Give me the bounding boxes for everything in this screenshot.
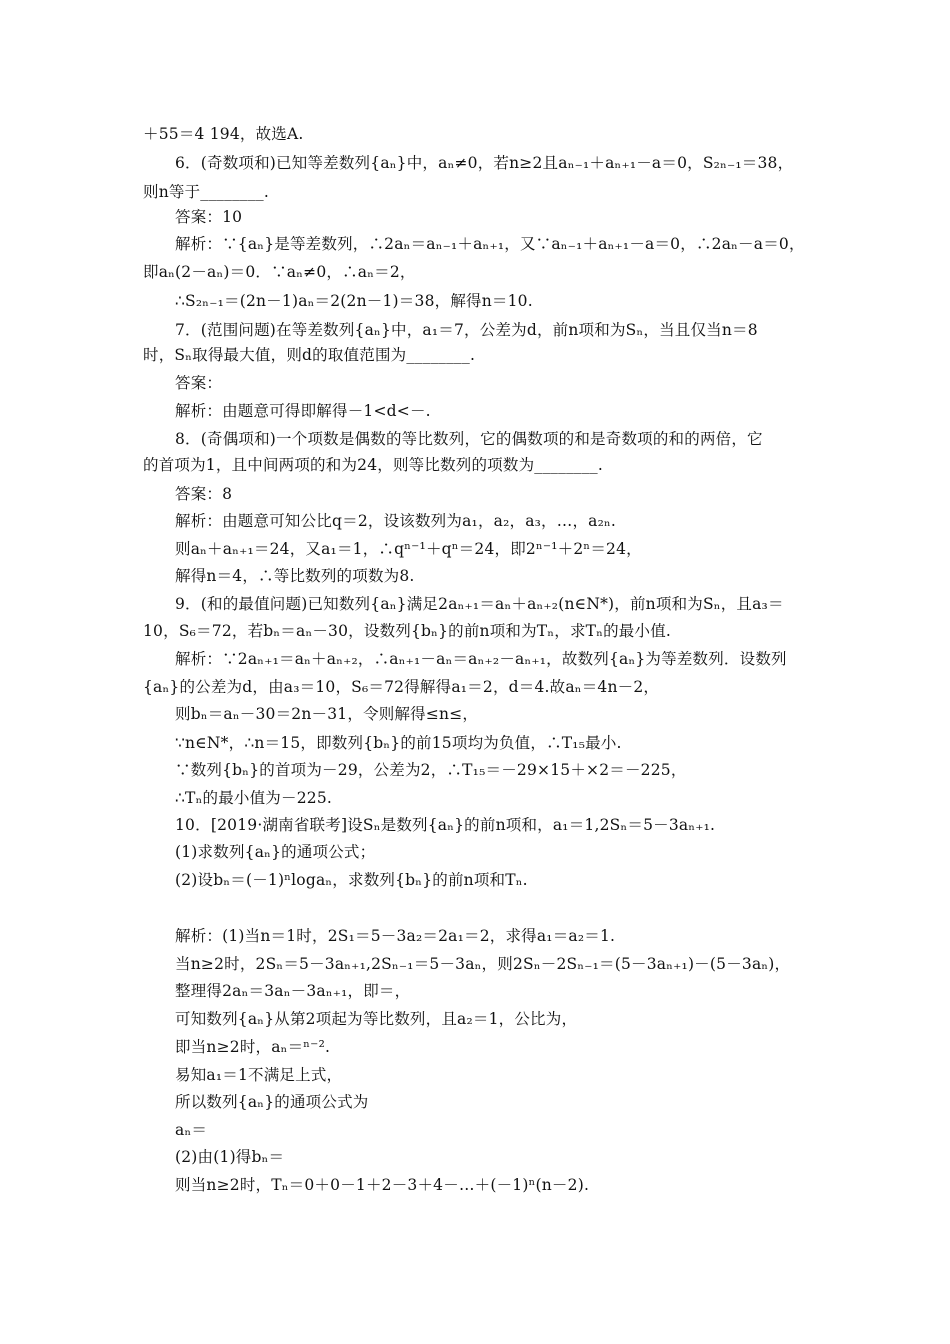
- problem-7-stem: 7．(范围问题)在等差数列{aₙ}中，a₁＝7，公差为d，前n项和为Sₙ，当且仅当n＝8: [175, 321, 758, 339]
- text-line: (2)由(1)得bₙ＝: [175, 1148, 285, 1166]
- text-line: 可知数列{aₙ}从第2项起为等比数列，且a₂＝1，公比为，: [175, 1010, 578, 1028]
- text-line: 解得n＝4，∴等比数列的项数为8.: [175, 567, 415, 585]
- solution-line: 解析：由题意可知公比q＝2，设该数列为a₁，a₂，a₃，…，a₂ₙ.: [175, 512, 617, 530]
- solution-line: 解析：∵2aₙ₊₁＝aₙ＋aₙ₊₂，∴aₙ₊₁－aₙ＝aₙ₊₂－aₙ₊₁，故数列{aₙ}为等差数列．设数列: [175, 650, 787, 668]
- text-line: 即aₙ(2－aₙ)＝0．∵aₙ≠0，∴aₙ＝2，: [143, 263, 416, 281]
- sub-question: (2)设bₙ＝(－1)ⁿlogaₙ，求数列{bₙ}的前n项和Tₙ.: [175, 871, 528, 889]
- solution-line: 解析：∵{aₙ}是等差数列，∴2aₙ＝aₙ₋₁＋aₙ₊₁，又∵aₙ₋₁＋aₙ₊₁－a＝0，∴2aₙ－a＝0，: [175, 235, 805, 253]
- text-line: ∴Tₙ的最小值为－225.: [175, 789, 333, 807]
- text-line: 则aₙ＋aₙ₊₁＝24，又a₁＝1，∴qⁿ⁻¹＋qⁿ＝24，即2ⁿ⁻¹＋2ⁿ＝24，: [175, 540, 642, 558]
- solution-line: 解析：由题意可得即解得－1<d<－.: [175, 402, 431, 420]
- answer-line: 答案：8: [175, 485, 233, 503]
- text-line: 的首项为1，且中间两项的和为24，则等比数列的项数为________.: [143, 456, 604, 474]
- text-line: {aₙ}的公差为d，由a₃＝10，S₆＝72得解得a₁＝2，d＝4.故aₙ＝4n－2，: [143, 678, 660, 696]
- problem-6-stem: 6．(奇数项和)已知等差数列{aₙ}中，aₙ≠0，若n≥2且aₙ₋₁＋aₙ₊₁－a＝0，S₂ₙ₋₁＝38，: [175, 154, 794, 172]
- text-line: 整理得2aₙ＝3aₙ－3aₙ₊₁，即＝，: [175, 982, 411, 1000]
- text-line: ∵n∈N*，∴n＝15，即数列{bₙ}的前15项均为负值，∴T₁₅最小.: [175, 734, 622, 752]
- solution-line: 解析：(1)当n＝1时，2S₁＝5－3a₂＝2a₁＝2，求得a₁＝a₂＝1.: [175, 927, 616, 945]
- text-line: 10，S₆＝72，若bₙ＝aₙ－30，设数列{bₙ}的前n项和为Tₙ，求Tₙ的最小值.: [143, 622, 672, 640]
- text-line: 易知a₁＝1不满足上式，: [175, 1066, 343, 1084]
- text-line: ＋55＝4 194，故选A.: [143, 125, 304, 143]
- text-line: 则当n≥2时，Tₙ＝0＋0－1＋2－3＋4－…＋(－1)ⁿ(n－2).: [175, 1176, 590, 1194]
- text-line: 当n≥2时，2Sₙ＝5－3aₙ₊₁,2Sₙ₋₁＝5－3aₙ，则2Sₙ－2Sₙ₋₁＝(5－3aₙ₊₁)－(5－3aₙ)，: [175, 955, 791, 973]
- sub-question: (1)求数列{aₙ}的通项公式；: [175, 843, 376, 861]
- problem-9-stem: 9．(和的最值问题)已知数列{aₙ}满足2aₙ₊₁＝aₙ＋aₙ₊₂(n∈N*)，前n项和为Sₙ，且a₃＝: [175, 595, 784, 613]
- answer-line: 答案：: [175, 374, 223, 392]
- text-line: 所以数列{aₙ}的通项公式为: [175, 1093, 369, 1111]
- text-line: 则bₙ＝aₙ－30＝2n－31，令则解得≤n≤，: [175, 705, 479, 723]
- text-line: ∵数列{bₙ}的首项为－29，公差为2，∴T₁₅＝－29×15＋×2＝－225，: [175, 761, 687, 779]
- problem-10-stem: 10．[2019·湖南省联考]设Sₙ是数列{aₙ}的前n项和，a₁＝1,2Sₙ＝5－3aₙ₊₁.: [175, 816, 716, 834]
- answer-line: 答案：10: [175, 208, 243, 226]
- text-line: ∴S₂ₙ₋₁＝(2n－1)aₙ＝2(2n－1)＝38，解得n＝10.: [175, 292, 533, 310]
- text-line: 时，Sₙ取得最大值，则d的取值范围为________.: [143, 346, 476, 364]
- text-line: 则n等于________.: [143, 183, 270, 201]
- text-line: 即当n≥2时，aₙ＝ⁿ⁻².: [175, 1038, 331, 1056]
- text-line: aₙ＝: [175, 1121, 208, 1139]
- problem-8-stem: 8．(奇偶项和)一个项数是偶数的等比数列，它的偶数项的和是奇数项的和的两倍，它: [175, 430, 763, 448]
